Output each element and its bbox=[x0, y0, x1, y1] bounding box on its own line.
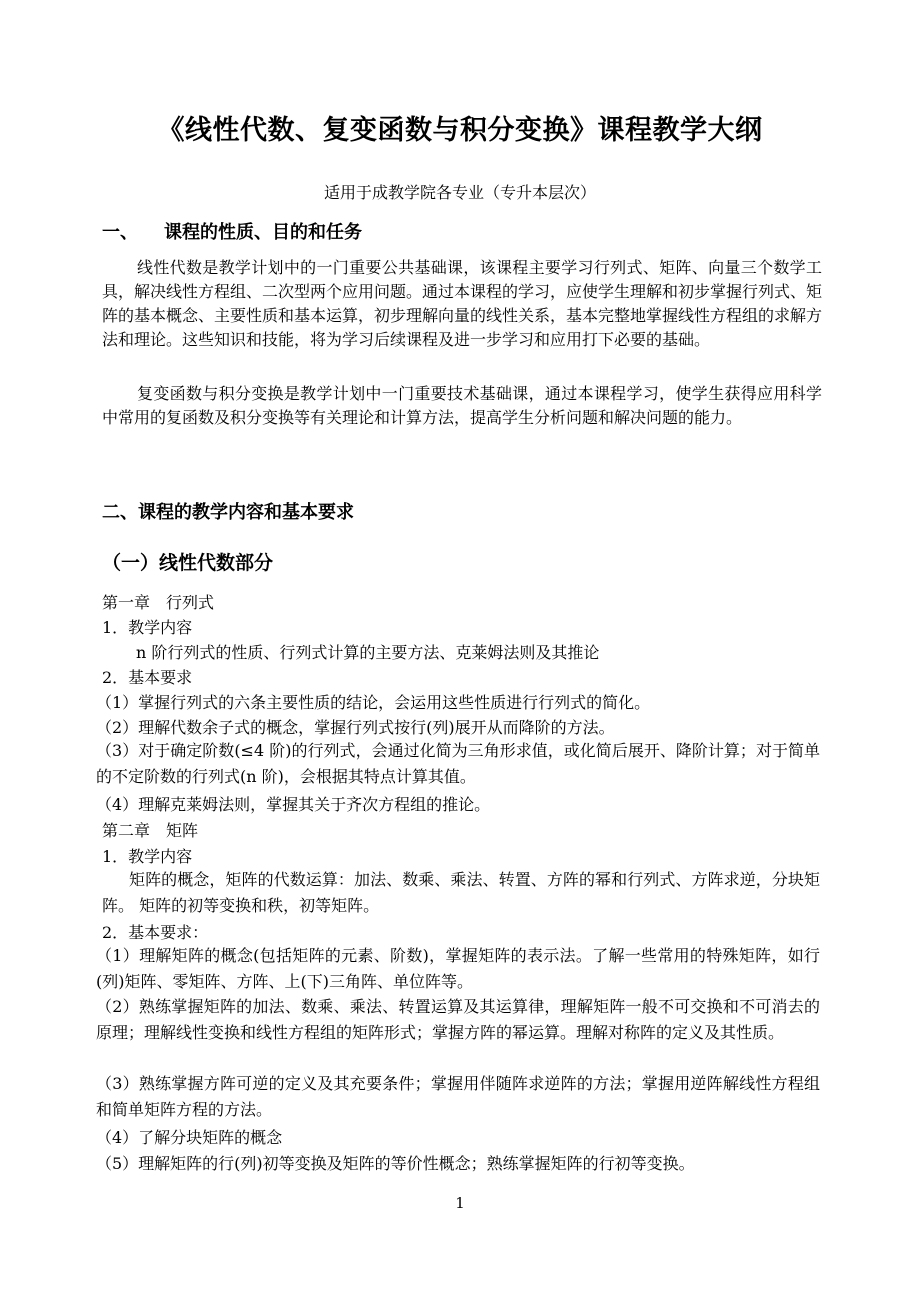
section1-paragraph-2: 复变函数与积分变换是教学计划中一门重要技术基础课，通过本课程学习，使学生获得应用科学中常用的复函数及积分变换等有关理论和计算方法，提高学生分析问题和解决问题的能力。 bbox=[102, 384, 822, 427]
section1-paragraph-1: 线性代数是教学计划中的一门重要公共基础课，该课程主要学习行列式、矩阵、向量三个数学工具，解决线性方程组、二次型两个应用问题。通过本课程的学习，应使学生理解和初步掌握行列式、矩阵的基本概念、主要性质和基本运算，初步理解向量的线性关系，基本完整地掌握线性方程组的求解方法和理论。这些知识和技能，将为学习后续课程及进一步学习和应用打下必要的基础。 bbox=[102, 258, 823, 349]
chapter1-content-text: n 阶行列式的性质、行列式计算的主要方法、克莱姆法则及其推论 bbox=[136, 643, 600, 662]
chapter1-req-1: （1）掌握行列式的六条主要性质的结论，会运用这些性质进行行列式的简化。 bbox=[96, 693, 651, 712]
page-title: 《线性代数、复变函数与积分变换》课程教学大纲 bbox=[157, 115, 763, 146]
chapter2-req-4: （4）了解分块矩阵的概念 bbox=[96, 1128, 283, 1147]
chapter2-req-3: （3）熟练掌握方阵可逆的定义及其充要条件；掌握用伴随阵求逆阵的方法；掌握用逆阵解线性方程组和简单矩阵方程的方法。 bbox=[96, 1074, 820, 1119]
chapter2-content-text: 矩阵的概念，矩阵的代数运算：加法、数乘、乘法、转置、方阵的幂和行列式、方阵求逆，分块矩阵。 矩阵的初等变换和秩，初等矩阵。 bbox=[102, 870, 820, 915]
chapter1-req-4: （4）理解克莱姆法则，掌握其关于齐次方程组的推论。 bbox=[96, 795, 491, 814]
chapter2-req-2: （2）熟练掌握矩阵的加法、数乘、乘法、转置运算及其运算律，理解矩阵一般不可交换和不可消去的原理；理解线性变换和线性方程组的矩阵形式；掌握方阵的幂运算。理解对称阵的定义及其性质。 bbox=[96, 997, 820, 1042]
chapter1-content-label: 1．教学内容 bbox=[102, 618, 193, 637]
page-number: 1 bbox=[455, 1194, 465, 1212]
chapter2-req-1: （1）理解矩阵的概念(包括矩阵的元素、阶数)，掌握矩阵的表示法。了解一些常用的特殊矩阵，如行(列)矩阵、零矩阵、方阵、上(下)三角阵、单位阵等。 bbox=[96, 946, 820, 991]
chapter2-title: 第二章 矩阵 bbox=[102, 821, 199, 840]
chapter2-req-label: 2．基本要求： bbox=[102, 923, 209, 942]
chapter1-req-2: （2）理解代数余子式的概念，掌握行列式按行(列)展开从而降阶的方法。 bbox=[96, 718, 615, 737]
page-subtitle: 适用于成教学院各专业（专升本层次） bbox=[323, 183, 596, 202]
chapter1-req-label: 2．基本要求 bbox=[102, 668, 193, 687]
part1-heading: （一）线性代数部分 bbox=[102, 552, 274, 574]
section2-heading: 二、课程的教学内容和基本要求 bbox=[102, 502, 354, 523]
chapter1-title: 第一章 行列式 bbox=[102, 593, 215, 612]
chapter1-req-3: （3）对于确定阶数(≤4 阶)的行列式，会通过化简为三角形求值，或化简后展开、降阶计算；对于简单的不定阶数的行列式(n 阶)，会根据其特点计算其值。 bbox=[96, 741, 820, 786]
section1-number: 一、 bbox=[102, 222, 138, 243]
chapter2-content-label: 1．教学内容 bbox=[102, 847, 193, 866]
section1-heading-text: 课程的性质、目的和任务 bbox=[164, 222, 362, 243]
section1-heading bbox=[102, 218, 362, 244]
chapter2-req-5: （5）理解矩阵的行(列)初等变换及矩阵的等价性概念；熟练掌握矩阵的行初等变换。 bbox=[96, 1154, 695, 1173]
